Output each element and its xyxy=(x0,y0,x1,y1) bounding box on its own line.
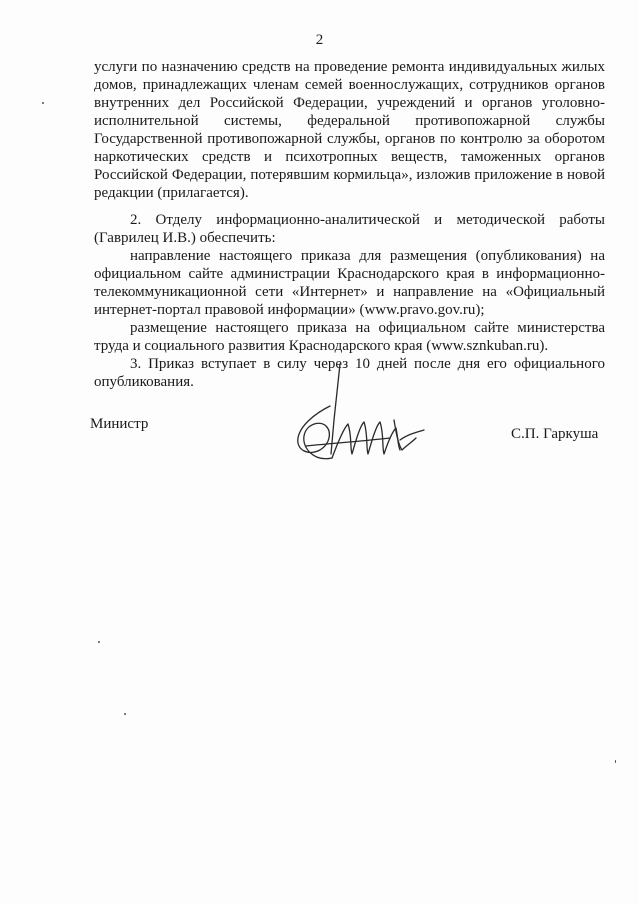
signatory-name: С.П. Гаркуша xyxy=(511,426,599,442)
scan-speck xyxy=(98,641,100,643)
scan-speck xyxy=(42,102,44,104)
signature-block xyxy=(0,416,639,476)
item-2b-text: размещение настоящего приказа на официальном сайте министерства труда и социального развития Краснодарского края (www.sznkuban.ru). xyxy=(94,320,605,354)
scan-speck xyxy=(124,713,126,715)
continuation-text: услуги по назначению средств на проведение ремонта индивидуальных жилых домов, принадлежащих членам семей военнослужащих, сотрудников органов внутренних дел Российской Федерации, учреждений и органов уголовно-исполнительной системы, федеральной противопожарной службы Государственной противопожарной службы, органов по контролю за оборотом наркотических средств и психотропных веществ, таможенных органов Российской Федерации, потерявшим кормильца», изложив приложение в новой редакции (прилагается). xyxy=(94,59,605,201)
signatory-title: Министр xyxy=(90,416,149,432)
continuation-paragraph xyxy=(94,58,605,202)
item-2a-text: направление настоящего приказа для размещения (опубликования) на официальном сайте администрации Краснодарского края в информационно-телекоммуникационной сети «Интернет» и направление на «Официальный интернет-портал правовой информации» (www.pravo.gov.ru); xyxy=(94,248,605,318)
scan-speck xyxy=(615,760,616,763)
handwritten-signature xyxy=(294,362,426,474)
item-3-text: 3. Приказ вступает в силу через 10 дней после дня его официального опубликования. xyxy=(94,356,605,390)
item-2-text: 2. Отделу информационно-аналитической и методической работы (Гаврилец И.В.) обеспечить: xyxy=(94,212,605,246)
page-number: 2 xyxy=(315,32,324,48)
